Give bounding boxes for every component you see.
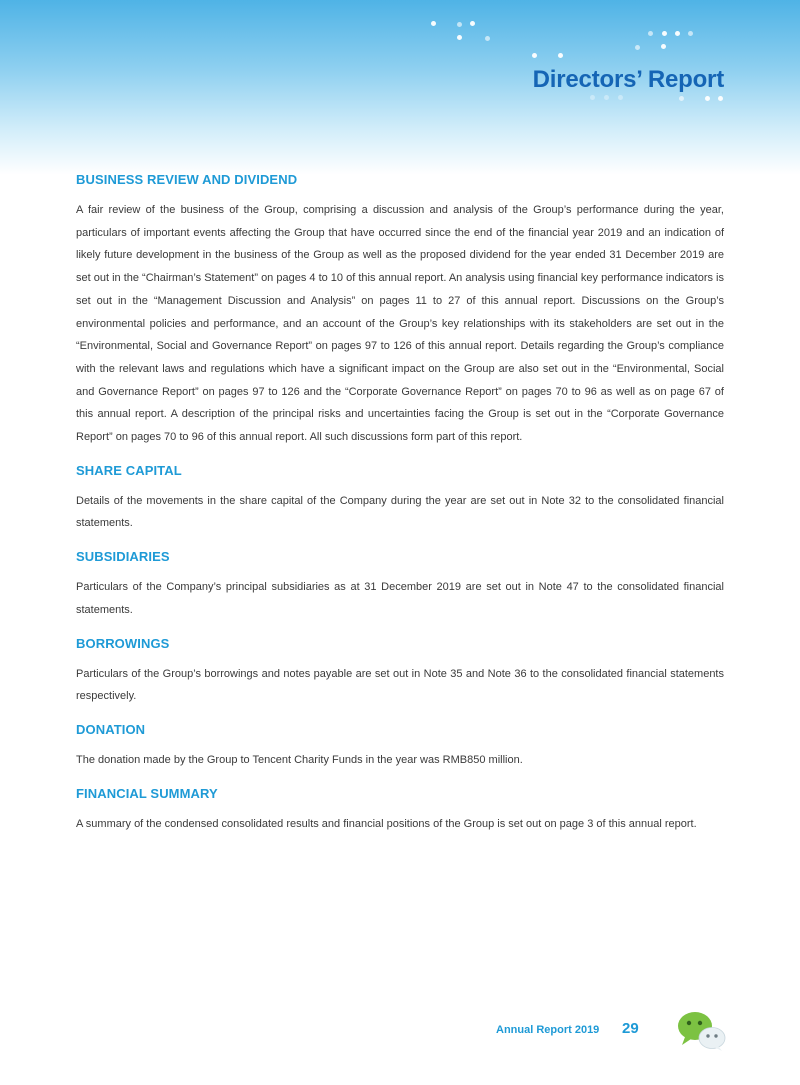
wechat-icon (676, 1010, 726, 1052)
page-title: Directors’ Report (532, 66, 724, 93)
section-subsidiaries (76, 549, 724, 621)
decor-dot (661, 44, 666, 49)
decor-dot (457, 35, 462, 40)
section-heading: DONATION (76, 721, 146, 737)
decor-dot (662, 31, 667, 36)
section-paragraph: A summary of the condensed consolidated results and financial positions of the Group is set out on page 3 of this annual report. (76, 817, 697, 830)
decor-dot (457, 22, 462, 27)
section-paragraph: The donation made by the Group to Tencent Charity Funds in the year was RMB850 million. (76, 753, 523, 766)
decor-dot (618, 95, 623, 100)
decor-dot (675, 31, 680, 36)
decor-dot (590, 95, 595, 100)
section-paragraph: Particulars of the Group’s borrowings and notes payable are set out in Note 35 and Note 36 to the consolidated financial statements respectively. (76, 667, 724, 703)
decor-dot (688, 31, 693, 36)
section-financial-summary (76, 786, 724, 836)
decor-dot (705, 96, 710, 101)
section-paragraph: Details of the movements in the share capital of the Company during the year are set out in Note 32 to the consolidated financial statements. (76, 494, 724, 530)
decor-dot (718, 96, 723, 101)
report-body (76, 172, 724, 849)
decor-dot (532, 53, 537, 58)
section-business-review (76, 172, 724, 449)
decor-dot (485, 36, 490, 41)
section-paragraph: A fair review of the business of the Group, comprising a discussion and analysis of the Group’s performance during the year, particulars of important events affecting the Group that have occurred since the end of the financial year 2019 and an indication of likely future development in the business of the Group as well as the proposed dividend for the year ended 31 December 2019 are set out in the “Chairman’s Statement” on pages 4 to 10 of this annual report. An analysis using financial key performance indicators is set out in the “Management Discussion and Analysis” on pages 11 to 27 of this annual report. Discussions on the Group’s environmental policies and performance, and an account of the Group’s key relationships with its stakeholders are set out in the “Environmental, Social and Governance Report” on pages 97 to 126 of this annual report. Details regarding the Group’s compliance with the relevant laws and regulations which have a significant impact on the Group are also set out in the “Environmental, Social and Governance Report” on pages 97 to 126 and the “Corporate Governance Report” on pages 70 to 96 as well as on page 67 of this annual report. A description of the principal risks and uncertainties facing the Group is set out in the “Corporate Governance Report” on pages 70 to 96 of this annual report. All such discussions form part of this report. (76, 204, 724, 444)
decor-dot (679, 96, 684, 101)
decor-dot (648, 31, 653, 36)
section-heading: FINANCIAL SUMMARY (76, 785, 218, 801)
section-heading: SUBSIDIARIES (76, 549, 170, 565)
decor-dot (558, 53, 563, 58)
section-donation (76, 722, 724, 772)
section-share-capital (76, 463, 724, 535)
decor-dot (635, 45, 640, 50)
footer-report-label: Annual Report 2019 (496, 1024, 600, 1036)
section-heading: BUSINESS REVIEW AND DIVIDEND (76, 172, 298, 187)
decor-dot (604, 95, 609, 100)
section-paragraph: Particulars of the Company’s principal subsidiaries as at 31 December 2019 are set out in Note 47 to the consolidated financial statements. (76, 581, 724, 616)
decor-dot (470, 21, 475, 26)
decor-dot (431, 21, 436, 26)
section-borrowings (76, 636, 724, 708)
section-heading: BORROWINGS (76, 635, 170, 651)
section-heading: SHARE CAPITAL (76, 462, 182, 478)
page-number: 29 (622, 1020, 639, 1037)
